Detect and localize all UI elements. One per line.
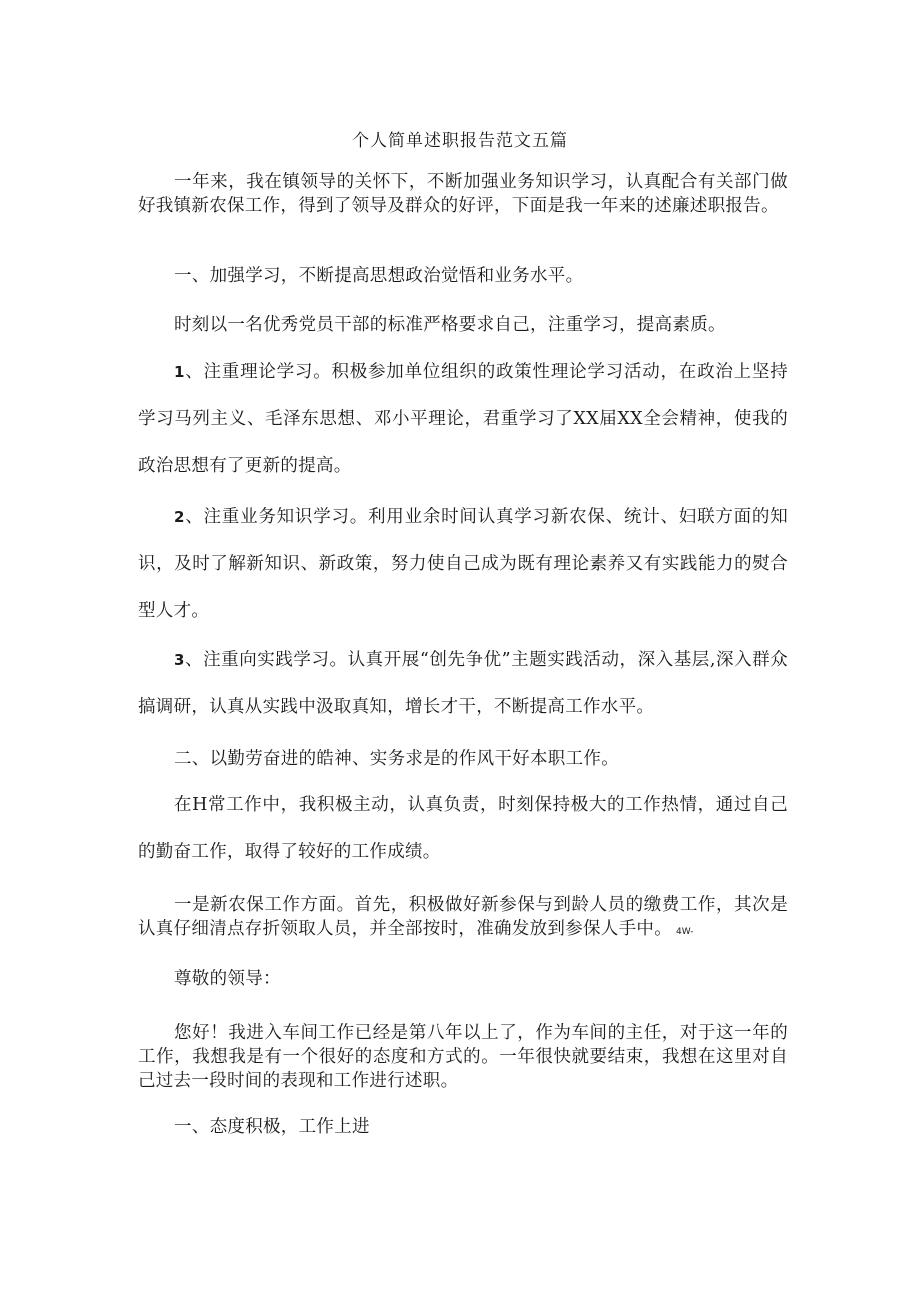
letter-body-paragraph: 您好！我进入车间工作已经是第八年以上了，作为车间的主任，对于这一年的工作，我想我是有一个很好的态度和方式的。一年很快就要结束，我想在这里对自己过去一段时间的表现和工作进行述职。 bbox=[138, 1023, 788, 1091]
stray-mark-note: 4W- bbox=[676, 927, 694, 937]
section-1-heading: 一、加强学习，不断提高思想政治觉悟和业务水平。 bbox=[174, 266, 584, 286]
item-2-paragraph bbox=[138, 494, 788, 635]
item-1-paragraph bbox=[138, 349, 788, 490]
item-3-paragraph bbox=[138, 637, 788, 731]
section-2-point-1-paragraph bbox=[138, 893, 788, 944]
section-2-heading: 二、以勤劳奋进的皓神、实务求是的作风干好本职工作。 bbox=[174, 749, 619, 769]
item-3-number: 3 bbox=[174, 651, 185, 669]
salutation: 尊敬的领导： bbox=[174, 969, 281, 989]
section-2-lead-paragraph: 在H常工作中，我积极主动，认真负责，时刻保持极大的工作热情，通过自己的勤奋工作，取得了较好的工作成绩。 bbox=[138, 795, 788, 862]
section-1-lead-paragraph: 时刻以一名优秀党员干部的标准严格要求自己，注重学习，提高素质。 bbox=[174, 315, 726, 335]
document-title: 个人简单述职报告范文五篇 bbox=[352, 131, 568, 151]
item-3-text: 、注重向实践学习。认真开展“创先争优”主题实践活动，深入基层,深入群众搞调研，认真从实践中汲取真知，增长才干，不断提高工作水平。 bbox=[138, 650, 788, 717]
section-2-point-1-text: 一是新农保工作方面。首先，积极做好新参保与到龄人员的缴费工作，其次是认真仔细清点存折领取人员，并全部按时，准确发放到参保人手中。 bbox=[138, 895, 788, 939]
letter-heading-1: 一、态度积极，工作上进 bbox=[174, 1117, 370, 1137]
intro-paragraph: 一年来，我在镇领导的关怀下，不断加强业务知识学习，认真配合有关部门做好我镇新农保工作，得到了领导及群众的好评，下面是我一年来的述廉述职报告。 bbox=[138, 172, 788, 216]
item-1-text: 、注重理论学习。积极参加单位组织的政策性理论学习活动，在政治上坚持学习马列主义、毛泽东思想、邓小平理论，君重学习了XX届XX全会精神，使我的政治思想有了更新的提高。 bbox=[138, 362, 788, 476]
item-2-number: 2 bbox=[174, 508, 185, 526]
item-1-number: 1 bbox=[174, 363, 185, 381]
item-2-text: 、注重业务知识学习。利用业余时间认真学习新农保、统计、妇联方面的知识，及时了解新知识、新政策，努力使自己成为既有理论素养又有实践能力的熨合型人才。 bbox=[138, 507, 788, 621]
